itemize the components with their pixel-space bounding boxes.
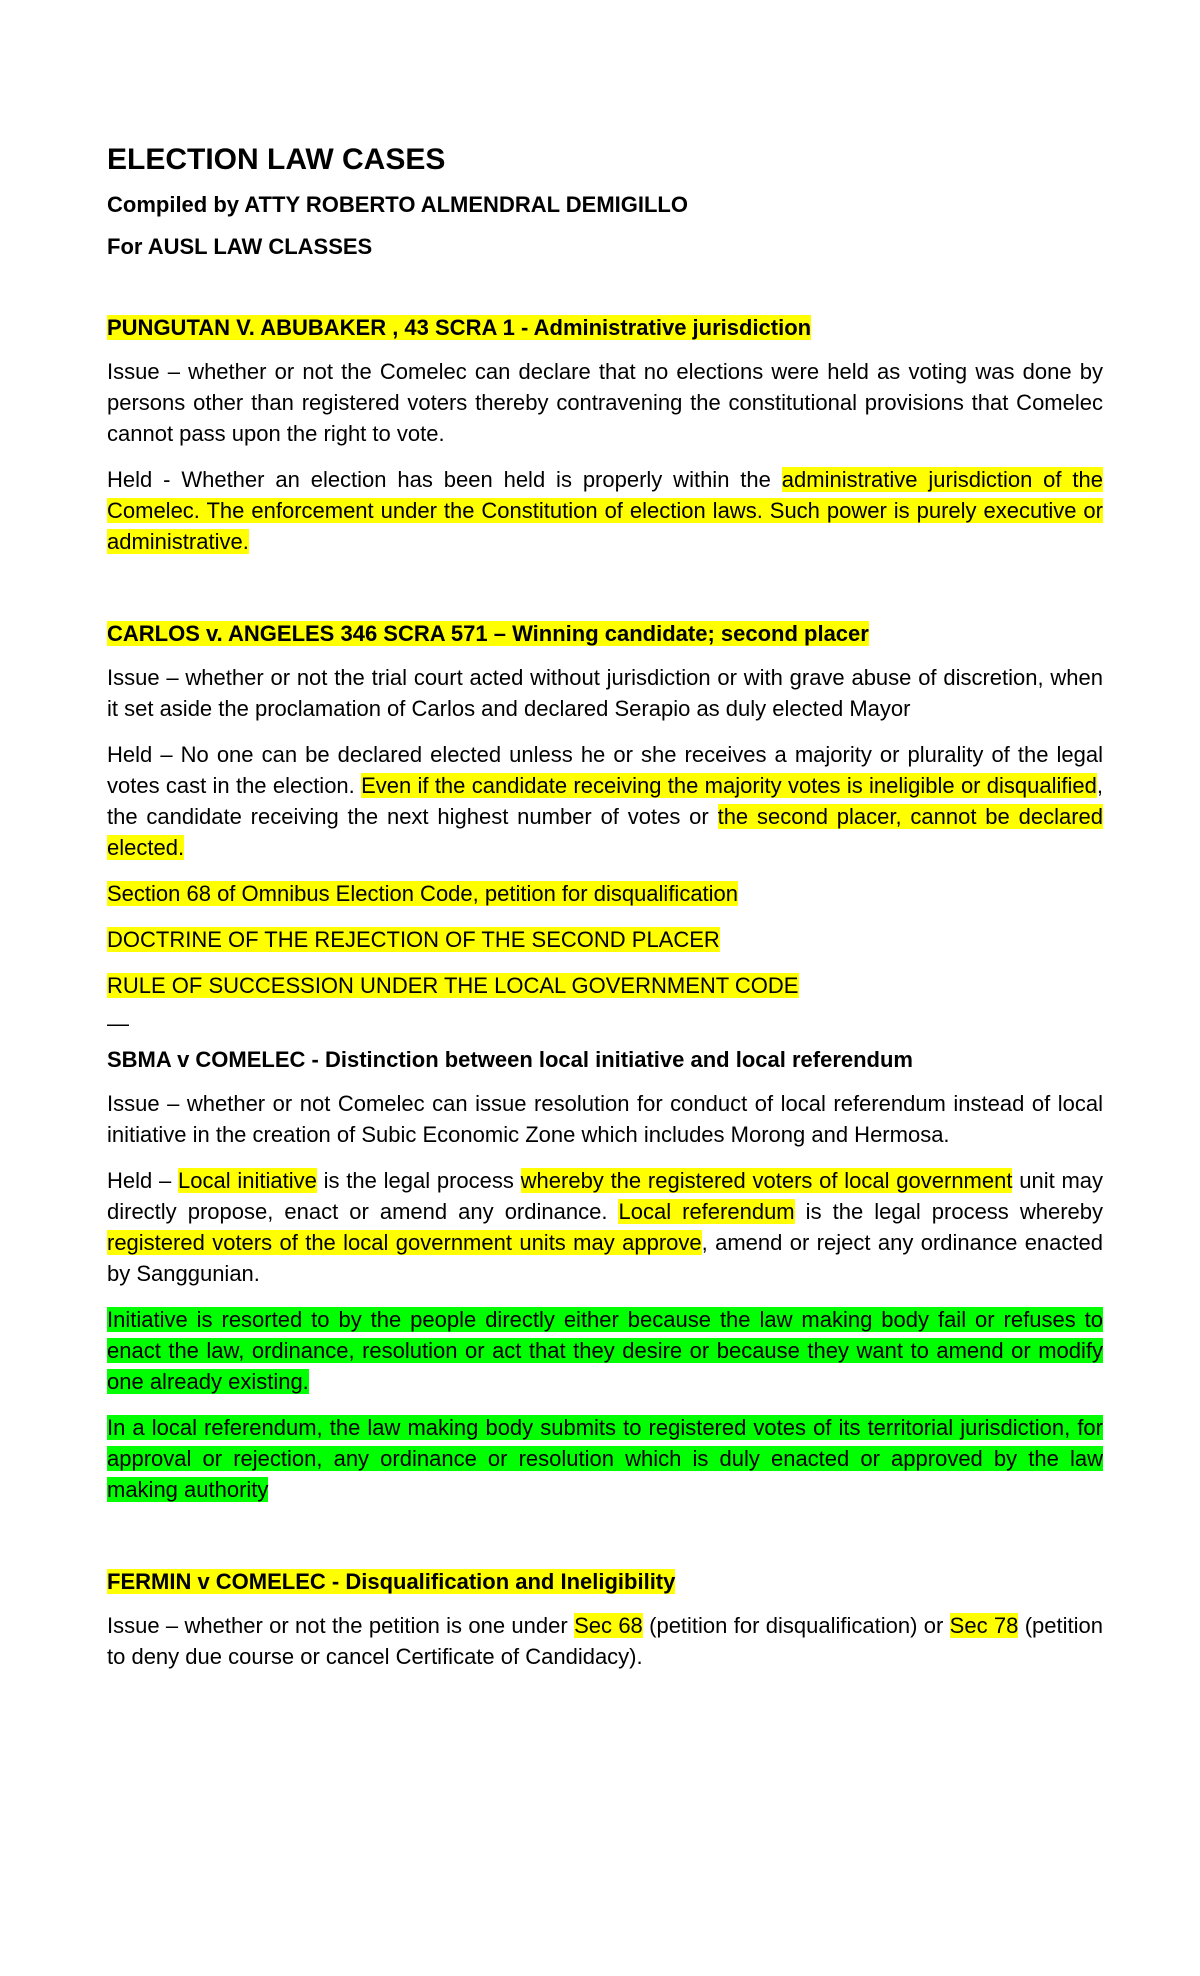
held-text: is the legal process (316, 1168, 521, 1193)
case-heading-fermin (107, 1566, 1103, 1597)
note-highlight: RULE OF SUCCESSION UNDER THE LOCAL GOVERNMENT CODE (107, 973, 799, 998)
green-note (107, 1304, 1103, 1397)
case-heading-text: CARLOS v. ANGELES 346 SCRA 571 – Winning candidate; second placer (107, 621, 869, 646)
document-title: ELECTION LAW CASES (107, 143, 446, 176)
case-issue (107, 1610, 1103, 1672)
separator-dash: — (107, 1011, 129, 1036)
spacer (107, 274, 1103, 312)
case-held (107, 464, 1103, 557)
held-text: is the legal process whereby (794, 1199, 1104, 1224)
issue-text: Issue – whether or not the petition is one under (107, 1613, 575, 1638)
case-heading-carlos (107, 618, 1103, 649)
for-classes-line: For AUSL LAW CLASSES (107, 234, 373, 259)
note-highlight: DOCTRINE OF THE REJECTION OF THE SECOND PLACER (107, 927, 720, 952)
document-page (107, 140, 1103, 1687)
case-issue: Issue – whether or not the trial court acted without jurisdiction or with grave abuse of discretion, when it set aside the proclamation of Carlos and declared Serapio as duly elected Mayor (107, 665, 1103, 721)
case-held (107, 1165, 1103, 1289)
green-highlight: Initiative is resorted to by the people directly either because the law making body fail or refuses to enact the law, ordinance, resolution or act that they desire or because they want to amend or modify one already existing. (107, 1307, 1103, 1394)
green-highlight: In a local referendum, the law making body submits to registered votes of its territorial jurisdiction, for approval or rejection, any ordinance or resolution which is duly enacted or approved by the law making authority (107, 1415, 1103, 1502)
green-note (107, 1412, 1103, 1505)
compiled-by-line: Compiled by ATTY ROBERTO ALMENDRAL DEMIGILLO (107, 192, 688, 217)
held-text: Held – No one can be declared elected unless he or she receives a majority or plurality of the legal votes cast in the election. (107, 742, 1103, 798)
case-issue: Issue – whether or not the Comelec can declare that no elections were held as voting was done by persons other than registered voters thereby contravening the constitutional provisions that Comelec cannot pass upon the right to vote. (107, 359, 1103, 446)
held-highlight: Local referendum (618, 1199, 795, 1224)
held-text: unit may directly propose, enact or amend any ordinance. (107, 1168, 1104, 1224)
held-highlight: the second placer, cannot be declared elected. (107, 804, 1104, 860)
held-highlight: registered voters of the local government units may approve (107, 1230, 702, 1255)
held-text: Held – (107, 1168, 179, 1193)
spacer (107, 572, 1103, 618)
note-highlight: Section 68 of Omnibus Election Code, petition for disqualification (107, 881, 739, 906)
held-highlight: administrative jurisdiction of the Comelec. The enforcement under the Constitution of election laws. Such power is purely executive or administrative. (107, 467, 1103, 554)
case-heading-pungutan (107, 312, 1103, 343)
issue-highlight: Sec 68 (574, 1613, 643, 1638)
case-issue: Issue – whether or not Comelec can issue resolution for conduct of local referendum instead of local initiative in the creation of Subic Economic Zone which includes Morong and Hermosa. (107, 1091, 1103, 1147)
case-held (107, 739, 1103, 863)
held-text: , the candidate receiving the next highest number of votes or (107, 773, 1103, 829)
held-highlight: whereby the registered voters of local government (520, 1168, 1013, 1193)
held-text: Held - Whether an election has been held is properly within the (107, 467, 782, 492)
case-heading-sbma: SBMA v COMELEC - Distinction between local initiative and local referendum (107, 1047, 913, 1072)
held-highlight: Even if the candidate receiving the majority votes is ineligible or disqualified (361, 773, 1097, 798)
case-note (107, 924, 1103, 955)
spacer (107, 1520, 1103, 1566)
case-note (107, 970, 1103, 1001)
case-note (107, 878, 1103, 909)
issue-text: (petition to deny due course or cancel Certificate of Candidacy). (107, 1613, 1104, 1669)
case-heading-text: FERMIN v COMELEC - Disqualification and Ineligibility (107, 1569, 676, 1594)
held-highlight: Local initiative (178, 1168, 317, 1193)
held-text: , amend or reject any ordinance enacted by Sanggunian. (107, 1230, 1103, 1286)
issue-highlight: Sec 78 (949, 1613, 1019, 1638)
issue-text: (petition for disqualification) or (642, 1613, 950, 1638)
case-heading-text: PUNGUTAN V. ABUBAKER , 43 SCRA 1 - Administrative jurisdiction (107, 315, 812, 340)
